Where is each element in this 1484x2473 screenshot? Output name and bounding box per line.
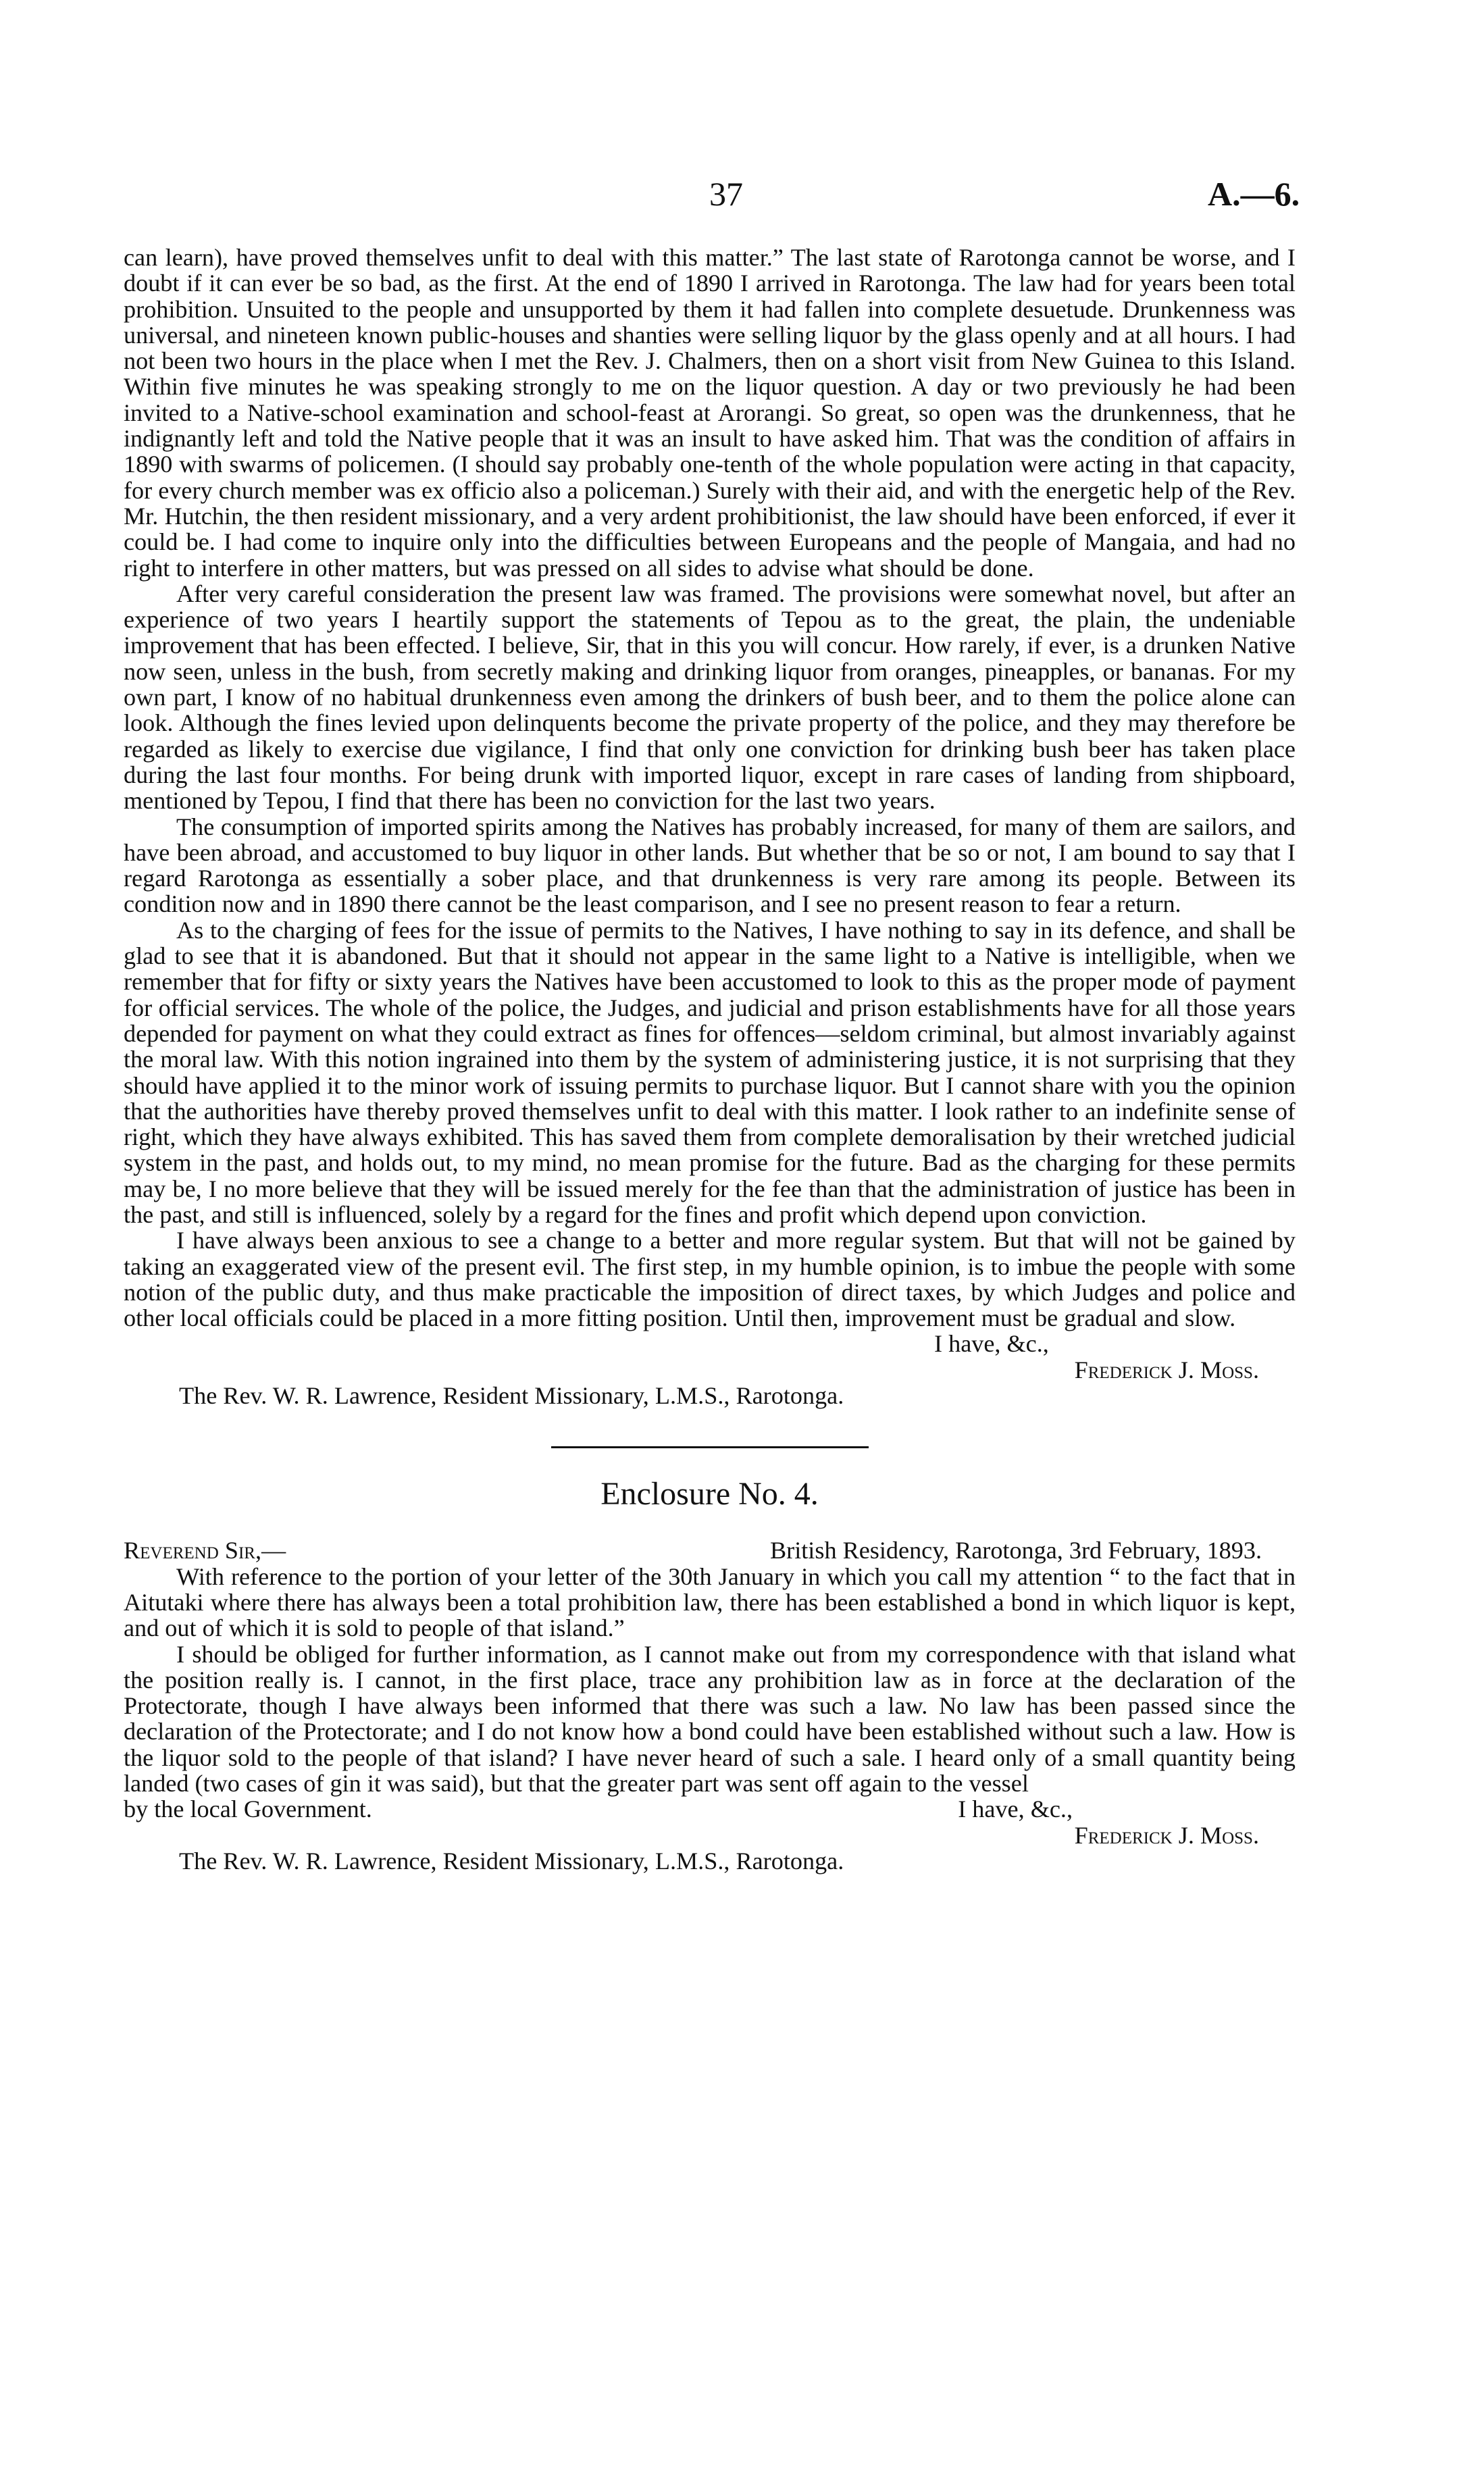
signature: Frederick J. Moss. — [1074, 1821, 1259, 1849]
letter-closing: I have, &c., — [934, 1330, 1049, 1358]
paragraph: After very careful consideration the present law was framed. The provisions were somewhat novel, but after an experience of two years I heartily support the statements of Tepou as to the great, the plain, the undeniable improvement that has been effected. I believe, Sir, that in this you will concur. How rarely, if ever, is a drunken Native now seen, unless in the bush, from secretly making and drinking liquor from oranges, pineapples, or bananas. For my own part, I know of no habitual drunkenness even among the drinkers of bush beer, and to them the police alone can look. Although the fines levied upon delinquents become the private property of the police, and they may therefore be regarded as likely to exercise due vigilance, I find that only one conviction for drinking bush beer has taken place during the last four months. For being drunk with imported liquor, except in rare cases of landing from shipboard, mentioned by Tepou, I find that there has been no conviction for the last two years. — [124, 580, 1296, 815]
salutation: Reverend Sir,— — [124, 1537, 286, 1564]
letter-continuation — [124, 245, 1296, 1408]
document-body — [124, 245, 1296, 1874]
enclosure-letter — [124, 1475, 1296, 1874]
section-divider — [551, 1446, 869, 1448]
letter-closing: I have, &c., — [958, 1795, 1073, 1823]
page-number: 37 — [709, 175, 743, 213]
paragraph: can learn), have proved themselves unfit to deal with this matter.” The last state of Rarotonga cannot be worse, and I doubt if it can ever be so bad, as the first. At the end of 1890 I arrived in Rarotonga. The law had for years been total prohibition. Unsuited to the people and unsupported by them it had fallen into complete desuetude. Drunkenness was universal, and nineteen known public-houses and shanties were selling liquor by the glass openly and at all hours. I had not been two hours in the place when I met the Rev. J. Chalmers, then on a short visit from New Guinea to this Island. Within five minutes he was speaking strongly to me on the liquor question. A day or two previously he had been invited to a Native-school examination and school-feast at Arorangi. So great, so open was the drunkenness, that he indignantly left and told the Native people that it was an insult to have asked him. That was the condition of affairs in 1890 with swarms of policemen. (I should say probably one-tenth of the whole population were acting in that capacity, for every church member was ex officio also a policeman.) Surely with their aid, and with the energetic help of the Rev. Mr. Hutchin, the then resident missionary, and a very ardent prohibitionist, the law should have been enforced, if ever it could be. I had come to inquire only into the difficulties between Europeans and the people of Mangaia, and had no right to interfere in other matters, but was pressed on all sides to advise what should be done. — [124, 244, 1296, 582]
paragraph-last-line: by the local Government. — [124, 1795, 372, 1823]
paragraph: I should be obliged for further information, as I cannot make out from my correspondence with that island what the position really is. I cannot, in the first place, trace any prohibition law as in force at the declaration of the Protectorate, though I have always been informed that there was such a law. No law has been passed since the declaration of the Protectorate; and I do not know how a bond could have been established without such a law. How is the liquor sold to the people of that island? I have never heard of such a sale. I heard only of a small quantity being landed (two cases of gin it was said), but that the greater part was sent off again to the vessel — [124, 1640, 1296, 1798]
closing-row — [124, 1796, 1296, 1822]
signature: Frederick J. Moss. — [1074, 1356, 1259, 1383]
dateline: British Residency, Rarotonga, 3rd February, 1893. — [770, 1537, 1262, 1564]
page-header — [0, 174, 1484, 222]
paragraph: I have always been anxious to see a change to a better and more regular system. But that will not be gained by taking an exaggerated view of the present evil. The first step, in my humble opinion, is to imbue the people with some notion of the public duty, and thus make practicable the imposition of direct taxes, by which Judges and police and other local officials could be placed in a more fitting position. Until then, improvement must be gradual and slow. — [124, 1227, 1296, 1332]
paragraph: As to the charging of fees for the issue of permits to the Natives, I have nothing to say in its defence, and shall be glad to see that it is abandoned. But that it should not appear in the same light to a Native is intelligible, when we remember that for fifty or sixty years the Natives have been accustomed to look to this as the proper mode of payment for official services. The whole of the police, the Judges, and judicial and prison establishments have for all those years depended for payment on what they could extract as fines for offences—seldom criminal, but almost invariably against the moral law. With this notion ingrained into them by the system of administering justice, it is not surprising that they should have applied it to the minor work of issuing permits to purchase liquor. But I cannot share with you the opinion that the authorities have thereby proved themselves unfit to deal with this matter. I look rather to an indefinite sense of right, which they have always exhibited. This has saved them from complete demoralisation by their wretched judicial system in the past, and holds out, to my mind, no mean promise for the future. Bad as the charging for these permits may be, I no more believe that they will be issued merely for the fee than that the administration of justice has been in the past, and still is influenced, solely by a regard for the fines and profit which depend upon conviction. — [124, 916, 1296, 1228]
enclosure-heading: Enclosure No. 4. — [600, 1476, 819, 1512]
paragraph: With reference to the portion of your letter of the 30th January in which you call my attention “ to the fact that in Aitutaki where there has always been a total prohibition law, there has been established a bond in which liquor is kept, and out of which it is sold to people of that island.” — [124, 1562, 1296, 1642]
paragraph: The consumption of imported spirits among the Natives has probably increased, for many of them are sailors, and have been abroad, and accustomed to buy liquor in other lands. But whether that be so or not, I am bound to say that I regard Rarotonga as essentially a sober place, and that drunkenness is very rare among its people. Between its condition now and in 1890 there cannot be the least comparison, and I see no present reason to fear a return. — [124, 813, 1296, 918]
addressee: The Rev. W. R. Lawrence, Resident Missionary, L.M.S., Rarotonga. — [179, 1382, 844, 1410]
salutation-row — [124, 1537, 1296, 1563]
document-reference: A.—6. — [1208, 175, 1300, 213]
addressee: The Rev. W. R. Lawrence, Resident Missionary, L.M.S., Rarotonga. — [179, 1847, 844, 1875]
